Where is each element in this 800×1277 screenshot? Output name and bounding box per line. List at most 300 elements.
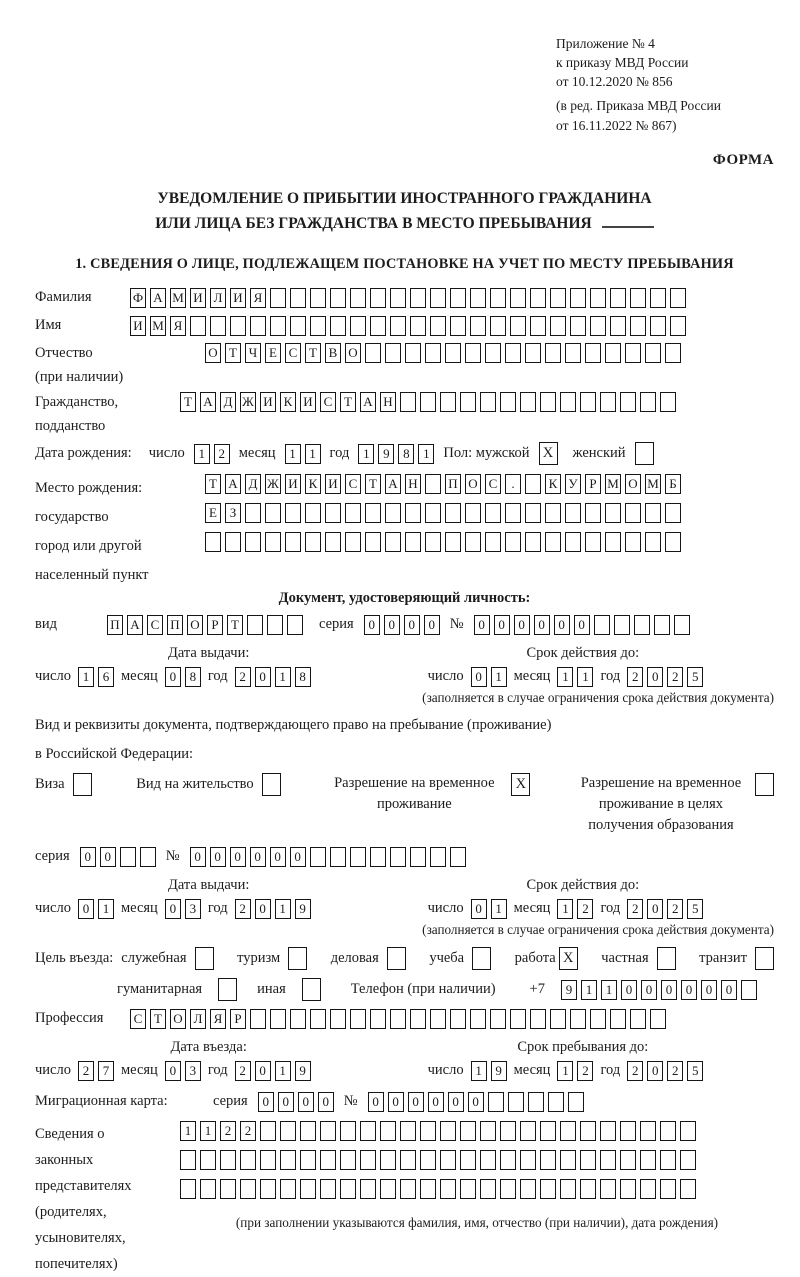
char-box[interactable] <box>525 343 541 363</box>
char-box[interactable]: 6 <box>98 667 114 687</box>
doc-number-boxes[interactable] <box>474 615 690 635</box>
char-box[interactable] <box>210 316 226 336</box>
char-box[interactable] <box>425 343 441 363</box>
char-box[interactable]: 0 <box>165 667 181 687</box>
representatives-boxes-row-2[interactable] <box>180 1150 774 1170</box>
char-box[interactable] <box>640 1179 656 1199</box>
char-box[interactable] <box>260 1121 276 1141</box>
char-box[interactable]: 1 <box>78 667 94 687</box>
char-box[interactable]: 2 <box>667 899 683 919</box>
char-box[interactable]: 0 <box>647 667 663 687</box>
entry-day-boxes[interactable] <box>78 1061 114 1081</box>
char-box[interactable]: 9 <box>295 899 311 919</box>
char-box[interactable] <box>470 1009 486 1029</box>
char-box[interactable]: Л <box>190 1009 206 1029</box>
char-box[interactable] <box>430 1009 446 1029</box>
char-box[interactable] <box>420 392 436 412</box>
char-box[interactable] <box>385 343 401 363</box>
char-box[interactable]: М <box>150 316 166 336</box>
char-box[interactable] <box>505 343 521 363</box>
char-box[interactable]: 2 <box>220 1121 236 1141</box>
char-box[interactable] <box>645 343 661 363</box>
char-box[interactable] <box>530 288 546 308</box>
char-box[interactable]: 1 <box>471 1061 487 1081</box>
entry-month-boxes[interactable] <box>165 1061 201 1081</box>
char-box[interactable] <box>310 847 326 867</box>
char-box[interactable] <box>245 503 261 523</box>
char-box[interactable] <box>528 1092 544 1112</box>
char-box[interactable] <box>510 1009 526 1029</box>
char-box[interactable] <box>350 1009 366 1029</box>
char-box[interactable] <box>620 392 636 412</box>
char-box[interactable] <box>600 1121 616 1141</box>
char-box[interactable] <box>525 503 541 523</box>
char-box[interactable] <box>360 1150 376 1170</box>
surname-boxes[interactable] <box>130 288 686 308</box>
temp-residence-checkbox[interactable]: X <box>511 773 530 796</box>
char-box[interactable]: П <box>445 474 461 494</box>
char-box[interactable]: 1 <box>557 667 573 687</box>
char-box[interactable] <box>540 1121 556 1141</box>
char-box[interactable] <box>440 1121 456 1141</box>
char-box[interactable]: М <box>645 474 661 494</box>
char-box[interactable]: 2 <box>627 667 643 687</box>
char-box[interactable] <box>405 532 421 552</box>
char-box[interactable] <box>565 343 581 363</box>
char-box[interactable] <box>370 288 386 308</box>
char-box[interactable] <box>265 503 281 523</box>
char-box[interactable] <box>440 392 456 412</box>
char-box[interactable] <box>585 532 601 552</box>
purpose-transit-checkbox[interactable] <box>755 947 774 970</box>
char-box[interactable]: В <box>325 343 341 363</box>
char-box[interactable]: 0 <box>721 980 737 1000</box>
char-box[interactable] <box>605 503 621 523</box>
stay-day-boxes[interactable] <box>471 1061 507 1081</box>
char-box[interactable] <box>540 1179 556 1199</box>
char-box[interactable] <box>265 532 281 552</box>
char-box[interactable]: 1 <box>98 899 114 919</box>
doc-valid-month-boxes[interactable] <box>557 667 593 687</box>
char-box[interactable]: П <box>107 615 123 635</box>
char-box[interactable] <box>605 532 621 552</box>
char-box[interactable]: 0 <box>681 980 697 1000</box>
char-box[interactable]: И <box>190 288 206 308</box>
char-box[interactable] <box>365 532 381 552</box>
char-box[interactable] <box>610 316 626 336</box>
char-box[interactable] <box>680 1179 696 1199</box>
char-box[interactable] <box>650 288 666 308</box>
char-box[interactable] <box>345 503 361 523</box>
char-box[interactable] <box>614 615 630 635</box>
char-box[interactable] <box>625 532 641 552</box>
char-box[interactable] <box>500 1121 516 1141</box>
char-box[interactable] <box>460 1179 476 1199</box>
char-box[interactable]: О <box>625 474 641 494</box>
char-box[interactable] <box>320 1179 336 1199</box>
char-box[interactable]: К <box>305 474 321 494</box>
char-box[interactable] <box>620 1150 636 1170</box>
char-box[interactable] <box>350 316 366 336</box>
visa-checkbox[interactable] <box>73 773 92 796</box>
char-box[interactable] <box>670 316 686 336</box>
profession-boxes[interactable] <box>130 1009 666 1029</box>
char-box[interactable] <box>360 1179 376 1199</box>
char-box[interactable]: Я <box>170 316 186 336</box>
char-box[interactable]: 9 <box>378 444 394 464</box>
doc-series-boxes[interactable] <box>364 615 440 635</box>
char-box[interactable]: 1 <box>491 667 507 687</box>
char-box[interactable]: 1 <box>418 444 434 464</box>
char-box[interactable] <box>630 288 646 308</box>
char-box[interactable] <box>645 532 661 552</box>
char-box[interactable] <box>445 532 461 552</box>
char-box[interactable] <box>665 532 681 552</box>
char-box[interactable]: Б <box>665 474 681 494</box>
char-box[interactable] <box>260 1150 276 1170</box>
char-box[interactable] <box>660 1179 676 1199</box>
char-box[interactable] <box>280 1150 296 1170</box>
char-box[interactable] <box>260 1179 276 1199</box>
char-box[interactable] <box>640 392 656 412</box>
char-box[interactable] <box>190 316 206 336</box>
char-box[interactable] <box>545 343 561 363</box>
char-box[interactable]: 0 <box>428 1092 444 1112</box>
char-box[interactable] <box>200 1179 216 1199</box>
char-box[interactable] <box>280 1179 296 1199</box>
char-box[interactable] <box>405 343 421 363</box>
char-box[interactable]: Ч <box>245 343 261 363</box>
char-box[interactable] <box>580 1121 596 1141</box>
char-box[interactable]: 0 <box>278 1092 294 1112</box>
char-box[interactable] <box>630 316 646 336</box>
char-box[interactable] <box>500 392 516 412</box>
birth-place-boxes-row-2[interactable] <box>205 503 681 523</box>
char-box[interactable]: 1 <box>180 1121 196 1141</box>
char-box[interactable] <box>247 615 263 635</box>
char-box[interactable]: 9 <box>561 980 577 1000</box>
birth-day-boxes[interactable] <box>194 444 230 464</box>
char-box[interactable]: С <box>147 615 163 635</box>
char-box[interactable] <box>490 316 506 336</box>
char-box[interactable]: 2 <box>235 1061 251 1081</box>
char-box[interactable]: 2 <box>667 1061 683 1081</box>
char-box[interactable] <box>470 316 486 336</box>
char-box[interactable] <box>540 1150 556 1170</box>
char-box[interactable] <box>430 316 446 336</box>
birth-place-boxes-row-1[interactable] <box>205 474 681 494</box>
char-box[interactable] <box>660 1121 676 1141</box>
char-box[interactable] <box>225 532 241 552</box>
char-box[interactable] <box>665 343 681 363</box>
char-box[interactable]: А <box>225 474 241 494</box>
char-box[interactable]: Т <box>205 474 221 494</box>
char-box[interactable]: Т <box>227 615 243 635</box>
char-box[interactable] <box>548 1092 564 1112</box>
char-box[interactable] <box>470 288 486 308</box>
char-box[interactable] <box>445 343 461 363</box>
char-box[interactable]: П <box>167 615 183 635</box>
char-box[interactable] <box>670 288 686 308</box>
char-box[interactable] <box>270 1009 286 1029</box>
char-box[interactable]: 2 <box>235 899 251 919</box>
char-box[interactable] <box>410 288 426 308</box>
char-box[interactable] <box>520 1121 536 1141</box>
char-box[interactable] <box>650 1009 666 1029</box>
res-valid-day-boxes[interactable] <box>471 899 507 919</box>
char-box[interactable]: 0 <box>647 899 663 919</box>
char-box[interactable] <box>485 343 501 363</box>
char-box[interactable]: 0 <box>471 667 487 687</box>
char-box[interactable] <box>390 288 406 308</box>
char-box[interactable] <box>520 392 536 412</box>
char-box[interactable] <box>580 1179 596 1199</box>
char-box[interactable]: 2 <box>577 1061 593 1081</box>
char-box[interactable]: А <box>127 615 143 635</box>
char-box[interactable] <box>270 288 286 308</box>
char-box[interactable]: 2 <box>78 1061 94 1081</box>
char-box[interactable] <box>490 288 506 308</box>
char-box[interactable] <box>585 343 601 363</box>
char-box[interactable]: 9 <box>491 1061 507 1081</box>
char-box[interactable]: 1 <box>200 1121 216 1141</box>
char-box[interactable]: 2 <box>235 667 251 687</box>
char-box[interactable]: 0 <box>494 615 510 635</box>
char-box[interactable]: И <box>285 474 301 494</box>
char-box[interactable]: 0 <box>534 615 550 635</box>
purpose-other-checkbox[interactable] <box>302 978 321 1001</box>
char-box[interactable] <box>580 1150 596 1170</box>
char-box[interactable]: 0 <box>404 615 420 635</box>
char-box[interactable] <box>425 474 441 494</box>
char-box[interactable] <box>580 392 596 412</box>
char-box[interactable] <box>465 343 481 363</box>
patronymic-boxes[interactable] <box>205 343 681 363</box>
purpose-business-checkbox[interactable] <box>387 947 406 970</box>
doc-type-boxes[interactable] <box>107 615 303 635</box>
char-box[interactable]: 1 <box>275 1061 291 1081</box>
char-box[interactable] <box>310 316 326 336</box>
char-box[interactable] <box>350 847 366 867</box>
char-box[interactable] <box>500 1150 516 1170</box>
char-box[interactable] <box>340 1121 356 1141</box>
char-box[interactable] <box>320 1121 336 1141</box>
char-box[interactable]: К <box>280 392 296 412</box>
char-box[interactable] <box>680 1150 696 1170</box>
entry-year-boxes[interactable] <box>235 1061 311 1081</box>
char-box[interactable] <box>380 1150 396 1170</box>
char-box[interactable] <box>430 847 446 867</box>
char-box[interactable] <box>625 503 641 523</box>
char-box[interactable] <box>480 1121 496 1141</box>
name-boxes[interactable] <box>130 316 686 336</box>
char-box[interactable] <box>568 1092 584 1112</box>
char-box[interactable] <box>505 503 521 523</box>
purpose-tourism-checkbox[interactable] <box>288 947 307 970</box>
char-box[interactable] <box>665 503 681 523</box>
char-box[interactable] <box>420 1121 436 1141</box>
char-box[interactable]: 1 <box>194 444 210 464</box>
char-box[interactable]: 1 <box>275 667 291 687</box>
char-box[interactable]: 1 <box>601 980 617 1000</box>
char-box[interactable] <box>530 316 546 336</box>
char-box[interactable] <box>560 1121 576 1141</box>
char-box[interactable]: 0 <box>230 847 246 867</box>
char-box[interactable] <box>505 532 521 552</box>
mig-number-boxes[interactable] <box>368 1092 584 1112</box>
char-box[interactable] <box>560 1150 576 1170</box>
doc-issue-day-boxes[interactable] <box>78 667 114 687</box>
char-box[interactable] <box>325 503 341 523</box>
char-box[interactable]: 0 <box>255 1061 271 1081</box>
char-box[interactable]: 7 <box>98 1061 114 1081</box>
purpose-private-checkbox[interactable] <box>657 947 676 970</box>
char-box[interactable]: 8 <box>185 667 201 687</box>
char-box[interactable] <box>440 1179 456 1199</box>
char-box[interactable] <box>425 532 441 552</box>
res-issue-year-boxes[interactable] <box>235 899 311 919</box>
char-box[interactable] <box>445 503 461 523</box>
char-box[interactable]: 1 <box>581 980 597 1000</box>
char-box[interactable] <box>625 343 641 363</box>
char-box[interactable] <box>610 288 626 308</box>
char-box[interactable] <box>420 1179 436 1199</box>
char-box[interactable] <box>550 316 566 336</box>
char-box[interactable] <box>325 532 341 552</box>
char-box[interactable] <box>285 503 301 523</box>
char-box[interactable]: 0 <box>574 615 590 635</box>
char-box[interactable]: 0 <box>701 980 717 1000</box>
char-box[interactable]: 0 <box>258 1092 274 1112</box>
char-box[interactable] <box>405 503 421 523</box>
char-box[interactable] <box>605 343 621 363</box>
char-box[interactable]: 0 <box>364 615 380 635</box>
char-box[interactable] <box>410 1009 426 1029</box>
char-box[interactable]: 0 <box>78 899 94 919</box>
char-box[interactable]: С <box>285 343 301 363</box>
char-box[interactable]: 0 <box>468 1092 484 1112</box>
char-box[interactable] <box>250 1009 266 1029</box>
char-box[interactable] <box>620 1179 636 1199</box>
char-box[interactable] <box>540 392 556 412</box>
char-box[interactable] <box>290 288 306 308</box>
char-box[interactable] <box>267 615 283 635</box>
char-box[interactable] <box>485 532 501 552</box>
char-box[interactable]: 0 <box>647 1061 663 1081</box>
char-box[interactable]: 0 <box>554 615 570 635</box>
char-box[interactable]: А <box>150 288 166 308</box>
doc-valid-day-boxes[interactable] <box>471 667 507 687</box>
char-box[interactable] <box>440 1150 456 1170</box>
char-box[interactable]: С <box>130 1009 146 1029</box>
char-box[interactable]: 0 <box>621 980 637 1000</box>
char-box[interactable]: О <box>345 343 361 363</box>
char-box[interactable]: Т <box>365 474 381 494</box>
char-box[interactable]: 2 <box>577 899 593 919</box>
char-box[interactable] <box>285 532 301 552</box>
char-box[interactable] <box>360 1121 376 1141</box>
doc-issue-year-boxes[interactable] <box>235 667 311 687</box>
char-box[interactable] <box>330 316 346 336</box>
char-box[interactable] <box>385 532 401 552</box>
char-box[interactable]: У <box>565 474 581 494</box>
char-box[interactable]: 1 <box>557 1061 573 1081</box>
char-box[interactable] <box>660 1150 676 1170</box>
char-box[interactable] <box>400 1179 416 1199</box>
char-box[interactable]: 1 <box>577 667 593 687</box>
char-box[interactable] <box>350 288 366 308</box>
purpose-official-checkbox[interactable] <box>195 947 214 970</box>
char-box[interactable]: О <box>205 343 221 363</box>
char-box[interactable] <box>630 1009 646 1029</box>
sex-female-checkbox[interactable] <box>635 442 654 465</box>
char-box[interactable]: Т <box>340 392 356 412</box>
birth-year-boxes[interactable] <box>358 444 434 464</box>
char-box[interactable] <box>460 1150 476 1170</box>
char-box[interactable]: 1 <box>275 899 291 919</box>
char-box[interactable]: И <box>325 474 341 494</box>
char-box[interactable] <box>560 1179 576 1199</box>
char-box[interactable]: 2 <box>214 444 230 464</box>
char-box[interactable] <box>290 316 306 336</box>
char-box[interactable]: 8 <box>295 667 311 687</box>
char-box[interactable]: А <box>385 474 401 494</box>
char-box[interactable] <box>520 1179 536 1199</box>
char-box[interactable]: 0 <box>255 899 271 919</box>
char-box[interactable] <box>310 1009 326 1029</box>
char-box[interactable] <box>380 1179 396 1199</box>
char-box[interactable] <box>480 1179 496 1199</box>
representatives-boxes-row-3[interactable] <box>180 1179 774 1199</box>
char-box[interactable]: 5 <box>687 899 703 919</box>
char-box[interactable]: 0 <box>270 847 286 867</box>
char-box[interactable]: 0 <box>408 1092 424 1112</box>
representatives-boxes-row-1[interactable] <box>180 1121 774 1141</box>
char-box[interactable]: Л <box>210 288 226 308</box>
char-box[interactable]: Т <box>180 392 196 412</box>
char-box[interactable] <box>320 1150 336 1170</box>
char-box[interactable] <box>460 1121 476 1141</box>
char-box[interactable] <box>450 847 466 867</box>
char-box[interactable]: О <box>465 474 481 494</box>
char-box[interactable] <box>585 503 601 523</box>
char-box[interactable] <box>385 503 401 523</box>
char-box[interactable] <box>390 1009 406 1029</box>
char-box[interactable]: Р <box>585 474 601 494</box>
char-box[interactable]: 0 <box>384 615 400 635</box>
char-box[interactable] <box>565 503 581 523</box>
doc-issue-month-boxes[interactable] <box>165 667 201 687</box>
char-box[interactable] <box>550 288 566 308</box>
residence-permit-checkbox[interactable] <box>262 773 281 796</box>
char-box[interactable] <box>530 1009 546 1029</box>
char-box[interactable]: И <box>260 392 276 412</box>
char-box[interactable] <box>640 1121 656 1141</box>
char-box[interactable]: 0 <box>80 847 96 867</box>
char-box[interactable] <box>410 316 426 336</box>
char-box[interactable]: 0 <box>388 1092 404 1112</box>
char-box[interactable] <box>590 1009 606 1029</box>
char-box[interactable] <box>140 847 156 867</box>
char-box[interactable]: 0 <box>165 1061 181 1081</box>
char-box[interactable] <box>640 1150 656 1170</box>
char-box[interactable] <box>545 532 561 552</box>
char-box[interactable] <box>305 532 321 552</box>
char-box[interactable]: 3 <box>185 899 201 919</box>
char-box[interactable]: 0 <box>210 847 226 867</box>
char-box[interactable]: 1 <box>557 899 573 919</box>
char-box[interactable]: С <box>320 392 336 412</box>
